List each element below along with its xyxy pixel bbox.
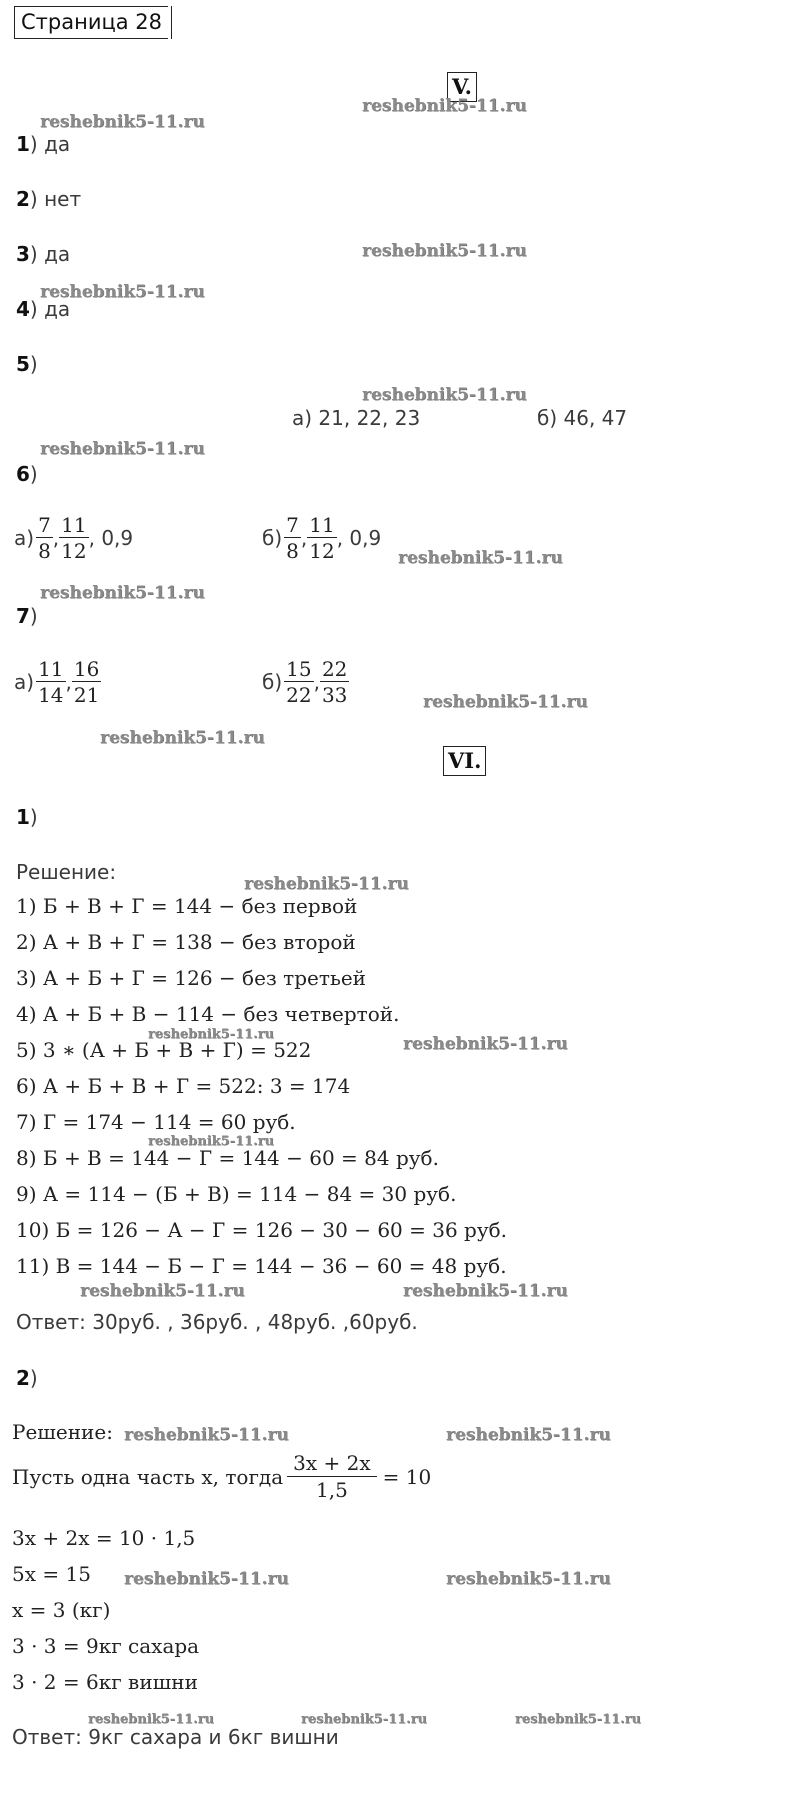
item-text: ) да <box>29 132 71 156</box>
item-text: ) да <box>29 242 71 266</box>
item6-answer-b <box>262 514 381 562</box>
watermark: reshebnik5-11.ru <box>301 1712 428 1727</box>
task2-line: х = 3 (кг) <box>12 1598 111 1622</box>
v-item-6 <box>16 462 38 486</box>
v-item-1 <box>16 132 70 156</box>
watermark: reshebnik5-11.ru <box>40 583 205 603</box>
item-text: ) <box>29 604 38 628</box>
watermark: reshebnik5-11.ru <box>362 241 527 261</box>
task1-line: 3) А + Б + Г = 126 − без третьей <box>16 966 366 990</box>
task1-line: 9) А = 114 − (Б + В) = 114 − 84 = 30 руб. <box>16 1182 457 1206</box>
task2-line: 3х + 2х = 10 · 1,5 <box>12 1526 196 1550</box>
task2-line: 3 · 2 = 6кг вишни <box>12 1670 198 1694</box>
task1-line: 10) Б = 126 − А − Г = 126 − 30 − 60 = 36 руб. <box>16 1218 508 1242</box>
task1-line: 2) А + В + Г = 138 − без второй <box>16 930 356 954</box>
item6-a-tail: , 0,9 <box>88 526 134 550</box>
item-number: 7 <box>16 604 30 628</box>
fraction: $\frac{7}{8}$ <box>286 513 299 563</box>
comma: , <box>300 526 308 550</box>
fraction: $\frac{11}{12}$ <box>61 513 87 563</box>
item-text: ) <box>29 1366 38 1390</box>
item5-answer-a: а) 21, 22, 23 <box>292 406 421 430</box>
item-number: 4 <box>16 297 30 321</box>
item-number: 5 <box>16 352 30 376</box>
item-number: 6 <box>16 462 30 486</box>
v-item-7 <box>16 604 38 628</box>
watermark: reshebnik5-11.ru <box>148 1027 275 1042</box>
item-text: ) нет <box>29 187 82 211</box>
item-number: 1 <box>16 132 30 156</box>
fraction: $\frac{7}{8}$ <box>38 513 51 563</box>
task1-line: 7) Г = 174 − 114 = 60 руб. <box>16 1110 296 1134</box>
section-vi-label: VI. <box>443 746 486 776</box>
watermark: reshebnik5-11.ru <box>403 1034 568 1054</box>
task1-line: 11) В = 144 − Б − Г = 144 − 36 − 60 = 48 руб. <box>16 1254 507 1278</box>
section-v-label: V. <box>447 72 477 102</box>
item7-answer-b <box>262 658 349 706</box>
item-number: 3 <box>16 242 30 266</box>
item-text: ) <box>29 462 38 486</box>
fraction: $\frac{15}{22}$ <box>286 657 312 707</box>
task2-intro: Пусть одна часть х, тогда <box>12 1464 284 1489</box>
watermark: reshebnik5-11.ru <box>403 1281 568 1301</box>
v-item-2 <box>16 187 81 211</box>
task2-line: 5х = 15 <box>12 1562 91 1586</box>
page-title: Страница 28 <box>14 6 168 39</box>
task1-line: 6) А + Б + В + Г = 522: 3 = 174 <box>16 1074 351 1098</box>
watermark: reshebnik5-11.ru <box>40 282 205 302</box>
item7-answer-a <box>14 658 101 706</box>
watermark: reshebnik5-11.ru <box>88 1712 215 1727</box>
watermark: reshebnik5-11.ru <box>244 874 409 894</box>
watermark: reshebnik5-11.ru <box>446 1425 611 1445</box>
task2-frac-tail: = 10 <box>382 1464 432 1489</box>
watermark: reshebnik5-11.ru <box>446 1569 611 1589</box>
watermark: reshebnik5-11.ru <box>515 1712 642 1727</box>
watermark: reshebnik5-11.ru <box>40 439 205 459</box>
item-text: ) да <box>29 297 71 321</box>
watermark: reshebnik5-11.ru <box>100 728 265 748</box>
item-number: 2 <box>16 187 30 211</box>
comma: , <box>313 670 320 694</box>
vi-task-1 <box>16 805 38 829</box>
item-number: 1 <box>16 805 30 829</box>
item6-answer-a <box>14 514 133 562</box>
vi-task-2 <box>16 1366 38 1390</box>
fraction: $\frac{11}{14}$ <box>38 657 64 707</box>
v-item-3 <box>16 242 70 266</box>
item7-a-prefix: а) <box>14 670 35 694</box>
task1-answer: Ответ: 30руб. , 36руб. , 48руб. ,60руб. <box>16 1310 418 1334</box>
watermark: reshebnik5-11.ru <box>362 96 527 116</box>
item6-a-prefix: а) <box>14 526 35 550</box>
item6-b-prefix: б) <box>262 526 283 550</box>
task1-line: 1) Б + В + Г = 144 − без первой <box>16 894 358 918</box>
item6-b-tail: , 0,9 <box>336 526 382 550</box>
task1-solution-label: Решение: <box>16 860 117 884</box>
task2-equation <box>12 1452 431 1501</box>
fraction: $\frac{3х + 2х}{1,5}$ <box>287 1452 376 1501</box>
v-item-5 <box>16 352 38 376</box>
fraction: $\frac{16}{21}$ <box>73 657 100 707</box>
comma: , <box>52 526 60 550</box>
task2-answer: Ответ: 9кг сахара и 6кг вишни <box>12 1725 339 1749</box>
watermark: reshebnik5-11.ru <box>40 112 205 132</box>
task1-line: 8) Б + В = 144 − Г = 144 − 60 = 84 руб. <box>16 1146 439 1170</box>
item-text: ) <box>29 805 38 829</box>
item7-b-prefix: б) <box>262 670 283 694</box>
watermark: reshebnik5-11.ru <box>148 1134 275 1149</box>
watermark: reshebnik5-11.ru <box>362 385 527 405</box>
comma: , <box>65 670 72 694</box>
item-number: 2 <box>16 1366 30 1390</box>
task2-line: 3 · 3 = 9кг сахара <box>12 1634 200 1658</box>
item5-answer-b: б) 46, 47 <box>537 406 628 430</box>
fraction: $\frac{22}{33}$ <box>321 657 348 707</box>
task1-line: 5) 3 ∗ (А + Б + В + Г) = 522 <box>16 1038 312 1062</box>
watermark: reshebnik5-11.ru <box>423 692 588 712</box>
task2-solution-label: Решение: <box>12 1420 113 1444</box>
task1-line: 4) А + Б + В − 114 − без четвертой. <box>16 1002 400 1026</box>
watermark: reshebnik5-11.ru <box>398 548 563 568</box>
watermark: reshebnik5-11.ru <box>124 1569 289 1589</box>
item-text: ) <box>29 352 38 376</box>
fraction: $\frac{11}{12}$ <box>309 513 335 563</box>
watermark: reshebnik5-11.ru <box>80 1281 245 1301</box>
watermark: reshebnik5-11.ru <box>124 1425 289 1445</box>
